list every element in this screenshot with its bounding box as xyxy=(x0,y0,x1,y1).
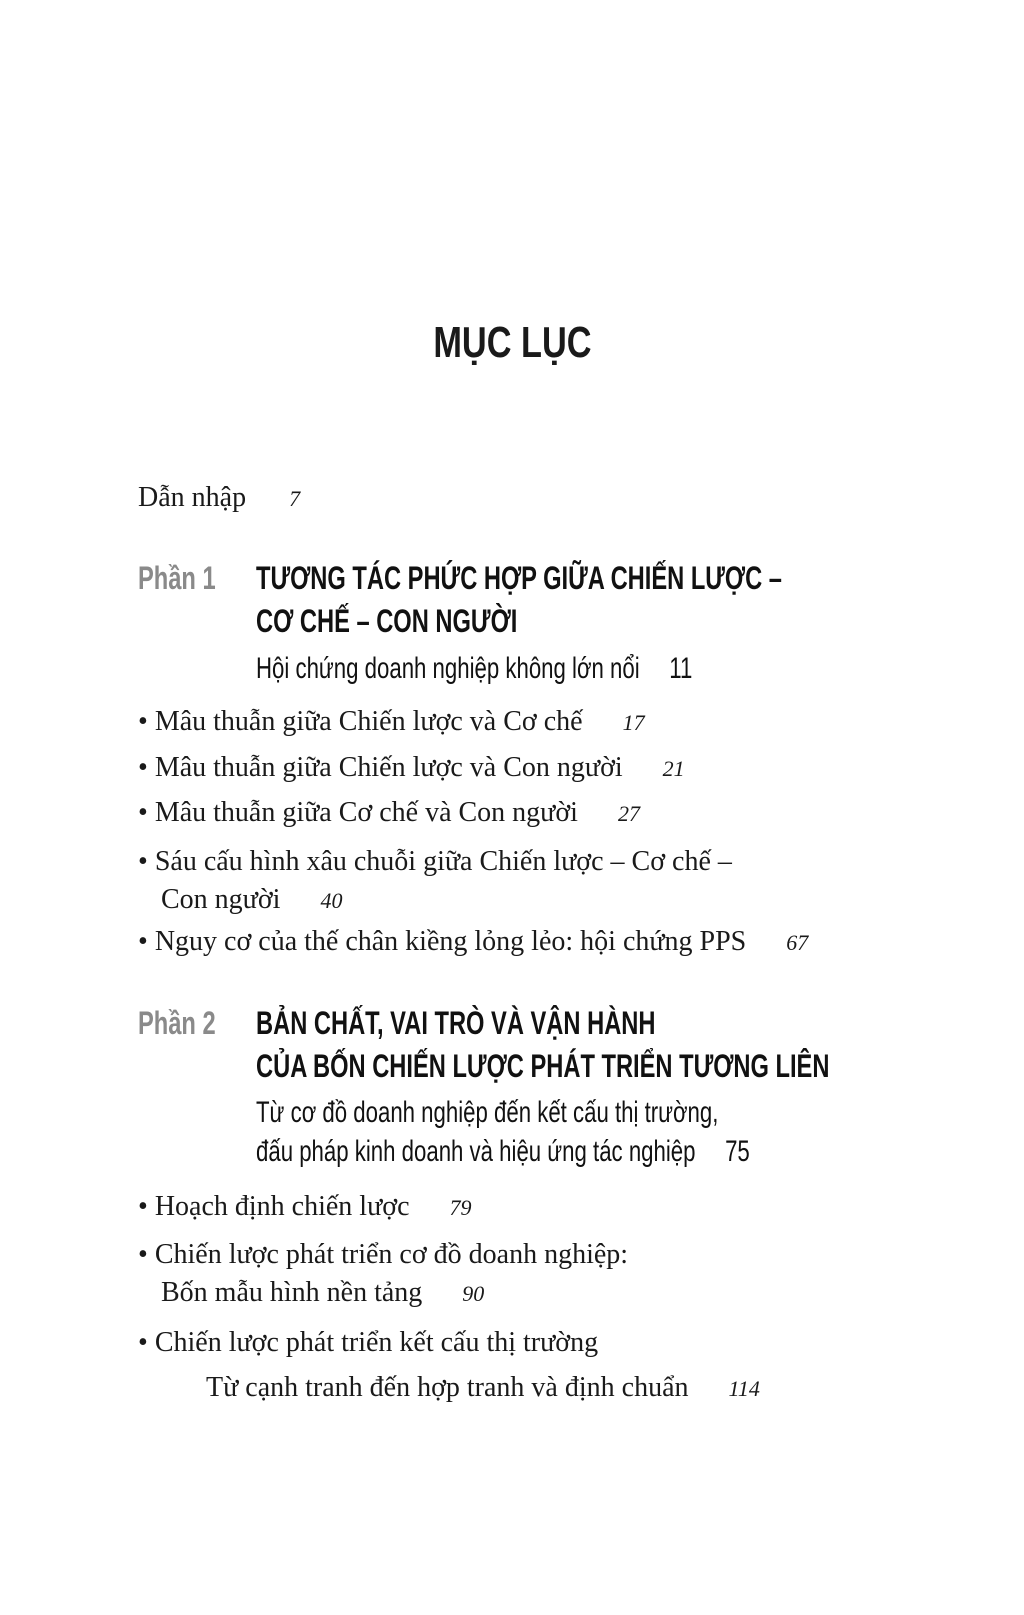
toc-item[interactable]: • Chiến lược phát triển kết cấu thị trường Từ cạnh tranh đến hợp tranh và định chuẩn 114 xyxy=(138,1327,760,1403)
toc-item[interactable]: • Hoạch định chiến lược 79 xyxy=(138,1191,472,1222)
page-number: 11 xyxy=(669,652,693,685)
subtitle-line: Từ cơ đồ doanh nghiệp đến kết cấu thị trường, xyxy=(256,1096,719,1129)
item-text: Mâu thuẫn giữa Chiến lược và Con người xyxy=(154,752,623,783)
item-text: Mâu thuẫn giữa Chiến lược và Cơ chế xyxy=(154,706,583,737)
page-number: 27 xyxy=(617,801,640,826)
page-number: 90 xyxy=(462,1281,485,1306)
item-text: Sáu cấu hình xâu chuỗi giữa Chiến lược – Cơ chế – xyxy=(154,846,732,877)
heading-line: BẢN CHẤT, VAI TRÒ VÀ VẬN HÀNH xyxy=(256,1005,656,1041)
item-text: Nguy cơ của thế chân kiềng lỏng lẻo: hội chứng PPS xyxy=(154,926,747,957)
heading-line: TƯƠNG TÁC PHỨC HỢP GIỮA CHIẾN LƯỢC – xyxy=(256,560,782,596)
part-label: Phần 1 xyxy=(138,560,216,596)
part-2-subtitle[interactable] xyxy=(256,1096,923,1169)
toc-item[interactable]: • Chiến lược phát triển cơ đồ doanh nghiệp: Bốn mẫu hình nền tảng 90 xyxy=(138,1239,629,1308)
heading-line: CỦA BỐN CHIẾN LƯỢC PHÁT TRIỂN TƯƠNG LIÊN xyxy=(256,1048,830,1084)
part-label: Phần 2 xyxy=(138,1005,216,1041)
item-text: Chiến lược phát triển cơ đồ doanh nghiệp: xyxy=(154,1239,629,1270)
item-text: Từ cạnh tranh đến hợp tranh và định chuẩn xyxy=(206,1372,689,1403)
page-number: 7 xyxy=(289,486,301,511)
toc-item[interactable]: • Sáu cấu hình xâu chuỗi giữa Chiến lược – Cơ chế – Con người 40 xyxy=(138,846,732,915)
subtitle-line: Hội chứng doanh nghiệp không lớn nổi xyxy=(256,652,640,685)
page-number: 17 xyxy=(622,710,645,735)
part-2-heading[interactable] xyxy=(256,1005,1024,1085)
page-title-text: MỤC LỤC xyxy=(432,318,592,367)
part-1-subtitle[interactable] xyxy=(256,652,846,686)
item-text: Mâu thuẫn giữa Cơ chế và Con người xyxy=(154,797,578,828)
item-text: Chiến lược phát triển kết cấu thị trường xyxy=(154,1327,599,1358)
part-1-heading[interactable] xyxy=(256,560,967,640)
item-text: Hoạch định chiến lược xyxy=(154,1191,410,1222)
toc-entry-intro[interactable] xyxy=(138,482,300,514)
toc-item[interactable]: • Mâu thuẫn giữa Chiến lược và Cơ chế 17 xyxy=(138,706,645,737)
page-title xyxy=(0,318,1024,368)
part-1-label xyxy=(138,560,243,597)
page-number: 79 xyxy=(449,1195,472,1220)
item-text: Bốn mẫu hình nền tảng xyxy=(161,1277,423,1308)
page-number: 40 xyxy=(320,888,343,913)
page-number: 21 xyxy=(662,756,685,781)
toc-item[interactable]: • Nguy cơ của thế chân kiềng lỏng lẻo: hội chứng PPS 67 xyxy=(138,926,809,957)
heading-line: CƠ CHẾ – CON NGƯỜI xyxy=(256,603,518,639)
toc-item[interactable]: • Mâu thuẫn giữa Cơ chế và Con người 27 xyxy=(138,797,640,828)
item-text: Con người xyxy=(161,884,281,915)
page-number: 114 xyxy=(728,1376,760,1401)
page-number: 75 xyxy=(725,1135,750,1168)
entry-label: Dẫn nhập xyxy=(138,482,247,513)
part-2-label xyxy=(138,1005,243,1042)
subtitle-line: đấu pháp kinh doanh và hiệu ứng tác nghiệp xyxy=(256,1135,696,1168)
page-number: 67 xyxy=(786,930,809,955)
toc-item[interactable]: • Mâu thuẫn giữa Chiến lược và Con người 21 xyxy=(138,752,685,783)
